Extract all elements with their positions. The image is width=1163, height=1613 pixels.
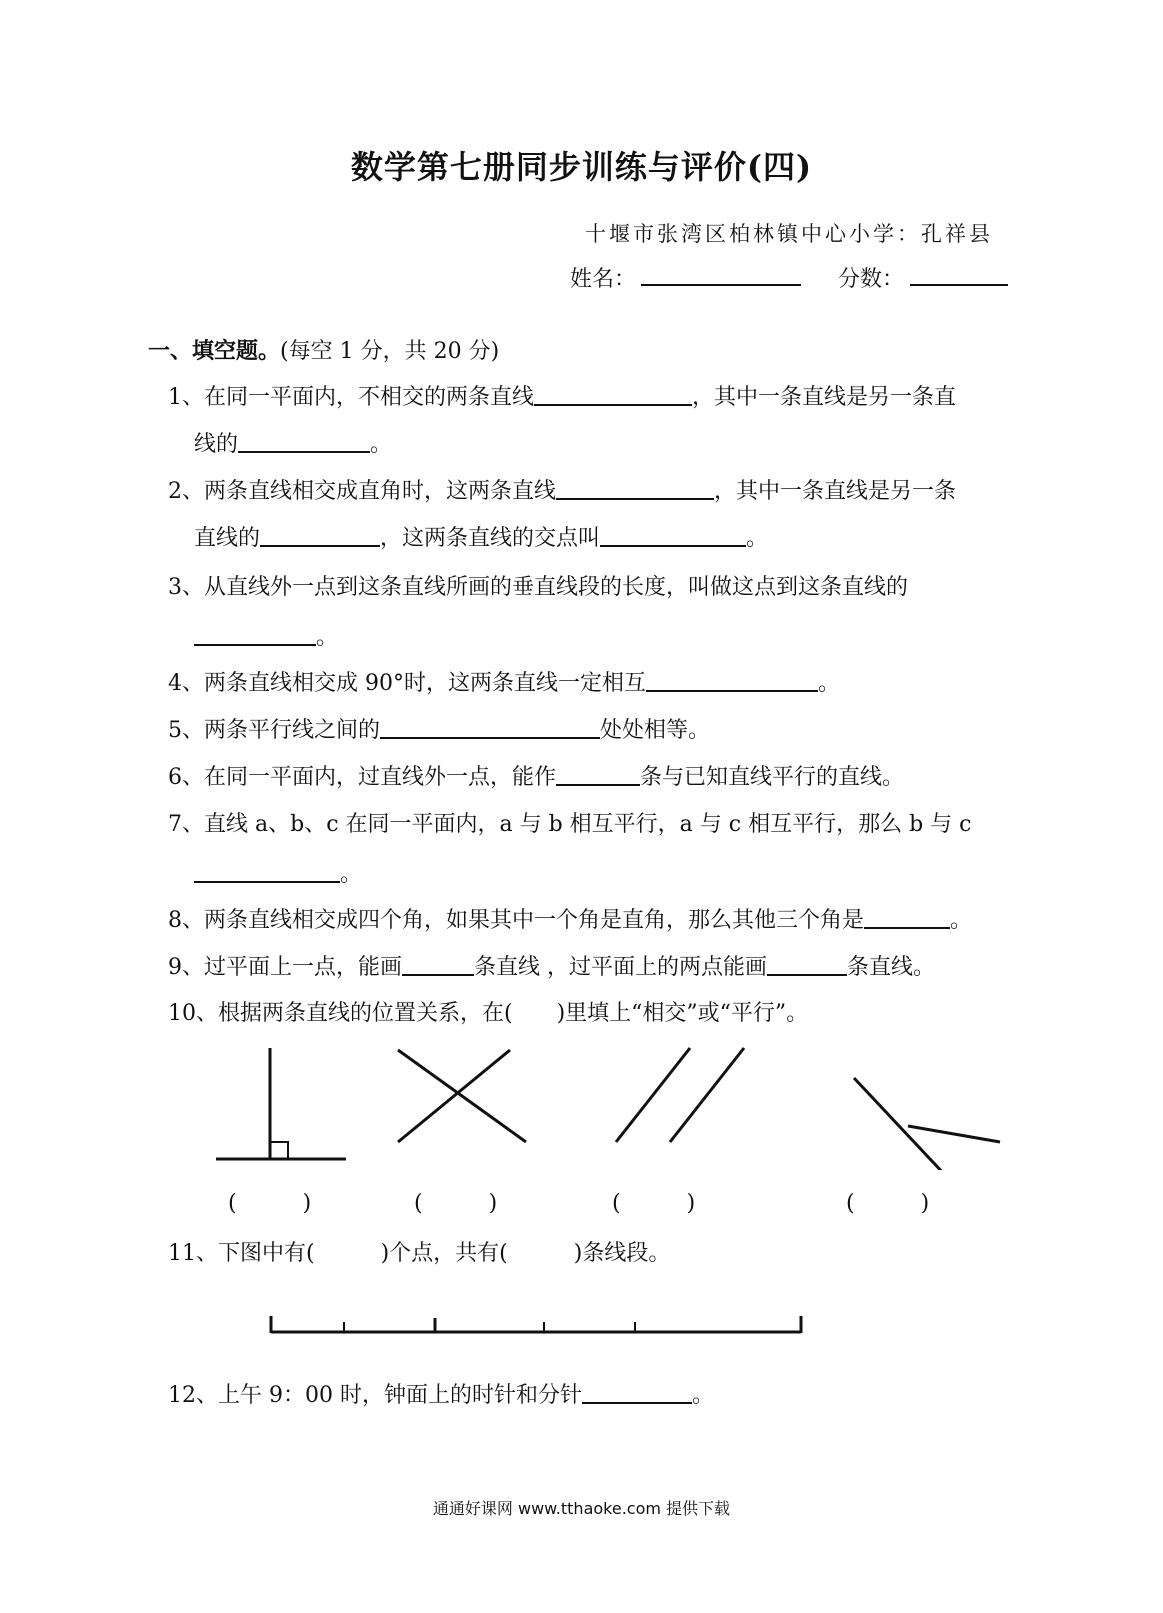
question-8-text-a: 8、两条直线相交成四个角，如果其中一个角是直角，那么其他三个角是	[168, 908, 864, 933]
question-2-text-b: ，其中一条直线是另一条	[714, 479, 957, 504]
question-2-text-a: 2、两条直线相交成直角时，这两条直线	[168, 479, 556, 504]
question-1-text-c: 线的	[194, 432, 239, 457]
question-7-text-b: 。	[340, 862, 363, 887]
question-7	[168, 807, 972, 838]
answer-blank[interactable]	[194, 622, 316, 646]
school-author: 十堰市张湾区柏林镇中心小学：孔祥县	[585, 222, 993, 246]
score-label: 分数：	[838, 267, 905, 292]
question-5-text-a: 5、两条平行线之间的	[168, 718, 380, 743]
question-11	[168, 1236, 670, 1267]
answer-paren-3[interactable]: ( )	[612, 1191, 696, 1216]
answer-paren-1[interactable]: ( )	[228, 1191, 312, 1216]
name-label: 姓名：	[570, 267, 637, 292]
answer-blank[interactable]	[600, 523, 746, 547]
question-2-line2	[194, 521, 768, 552]
section-heading	[148, 334, 499, 365]
question-1	[168, 380, 956, 411]
question-9	[168, 950, 935, 981]
question-1-text-b: ，其中一条直线是另一条直	[692, 385, 957, 410]
question-4-text-a: 4、两条直线相交成 90°时，这两条直线一定相互	[168, 671, 646, 696]
figure-converging	[854, 1078, 1000, 1170]
answer-blank[interactable]	[864, 905, 950, 929]
question-11-text-a: 11、下图中有( )个点，共有( )条线段。	[168, 1241, 671, 1266]
question-7-text-a: 7、直线 a、b、c 在同一平面内，a 与 b 相互平行，a 与 c 相互平行，那么 b 与 c	[168, 812, 972, 837]
question-5	[168, 713, 710, 744]
question-2-text-c: 直线的	[194, 526, 261, 551]
question-3-text-a: 3、从直线外一点到这条直线所画的垂直线段的长度，叫做这点到这条直线的	[168, 575, 908, 600]
question-2-text-d: ，这两条直线的交点叫	[380, 526, 601, 551]
question-1-text-a: 1、在同一平面内，不相交的两条直线	[168, 385, 534, 410]
question-8-text-b: 。	[950, 908, 973, 933]
question-8	[168, 903, 972, 934]
answer-paren-4[interactable]: ( )	[846, 1191, 930, 1216]
answer-blank[interactable]	[646, 668, 818, 692]
question-4-text-b: 。	[818, 671, 841, 696]
question-5-text-b: 处处相等。	[600, 718, 711, 743]
question-2	[168, 474, 956, 505]
question-10	[168, 996, 808, 1027]
question-12	[168, 1378, 714, 1409]
answer-paren-2[interactable]: ( )	[414, 1191, 498, 1216]
question-3-line2	[194, 620, 338, 651]
footer-text: 通通好课网 www.tthaoke.com 提供下载	[432, 1499, 731, 1518]
figure-intersecting	[398, 1050, 526, 1142]
name-blank[interactable]	[641, 284, 801, 286]
question-6-text-b: 条与已知直线平行的直线。	[640, 765, 905, 790]
question-3-text-b: 。	[316, 625, 339, 650]
question-9-text-a: 9、过平面上一点，能画	[168, 955, 402, 980]
question-12-text-b: 。	[691, 1383, 714, 1408]
section-title: 一、填空题。	[148, 338, 281, 364]
section-note: (每空 1 分，共 20 分)	[280, 339, 500, 364]
answer-blank[interactable]	[534, 382, 692, 406]
answer-blank[interactable]	[556, 476, 714, 500]
line-figures	[200, 1040, 1020, 1170]
page-title: 数学第七册同步训练与评价(四)	[350, 148, 813, 186]
answer-blank[interactable]	[194, 859, 340, 883]
question-6-text-a: 6、在同一平面内，过直线外一点，能作	[168, 765, 556, 790]
segment-figure	[262, 1310, 812, 1340]
question-4	[168, 666, 840, 697]
question-7-line2	[194, 857, 362, 888]
question-9-text-c: 条直线。	[847, 955, 936, 980]
answer-blank[interactable]	[582, 1380, 692, 1404]
answer-blank[interactable]	[402, 952, 474, 976]
score-blank[interactable]	[910, 284, 1008, 286]
answer-blank[interactable]	[556, 762, 640, 786]
figure-perpendicular	[216, 1048, 346, 1160]
question-12-text-a: 12、上午 9：00 时，钟面上的时针和分针	[168, 1383, 582, 1408]
figure-parallel	[616, 1048, 744, 1142]
question-10-text-a: 10、根据两条直线的位置关系，在( )里填上“相交”或“平行”。	[168, 1001, 809, 1026]
question-1-text-d: 。	[370, 432, 393, 457]
answer-blank[interactable]	[767, 952, 847, 976]
question-6	[168, 760, 904, 791]
question-3	[168, 570, 908, 601]
question-1-line2	[194, 427, 392, 458]
question-9-text-b: 条直线 ，过平面上的两点能画	[474, 955, 767, 980]
question-2-text-e: 。	[746, 526, 769, 551]
answer-blank[interactable]	[260, 523, 380, 547]
answer-blank[interactable]	[380, 715, 600, 739]
answer-blank[interactable]	[238, 429, 370, 453]
